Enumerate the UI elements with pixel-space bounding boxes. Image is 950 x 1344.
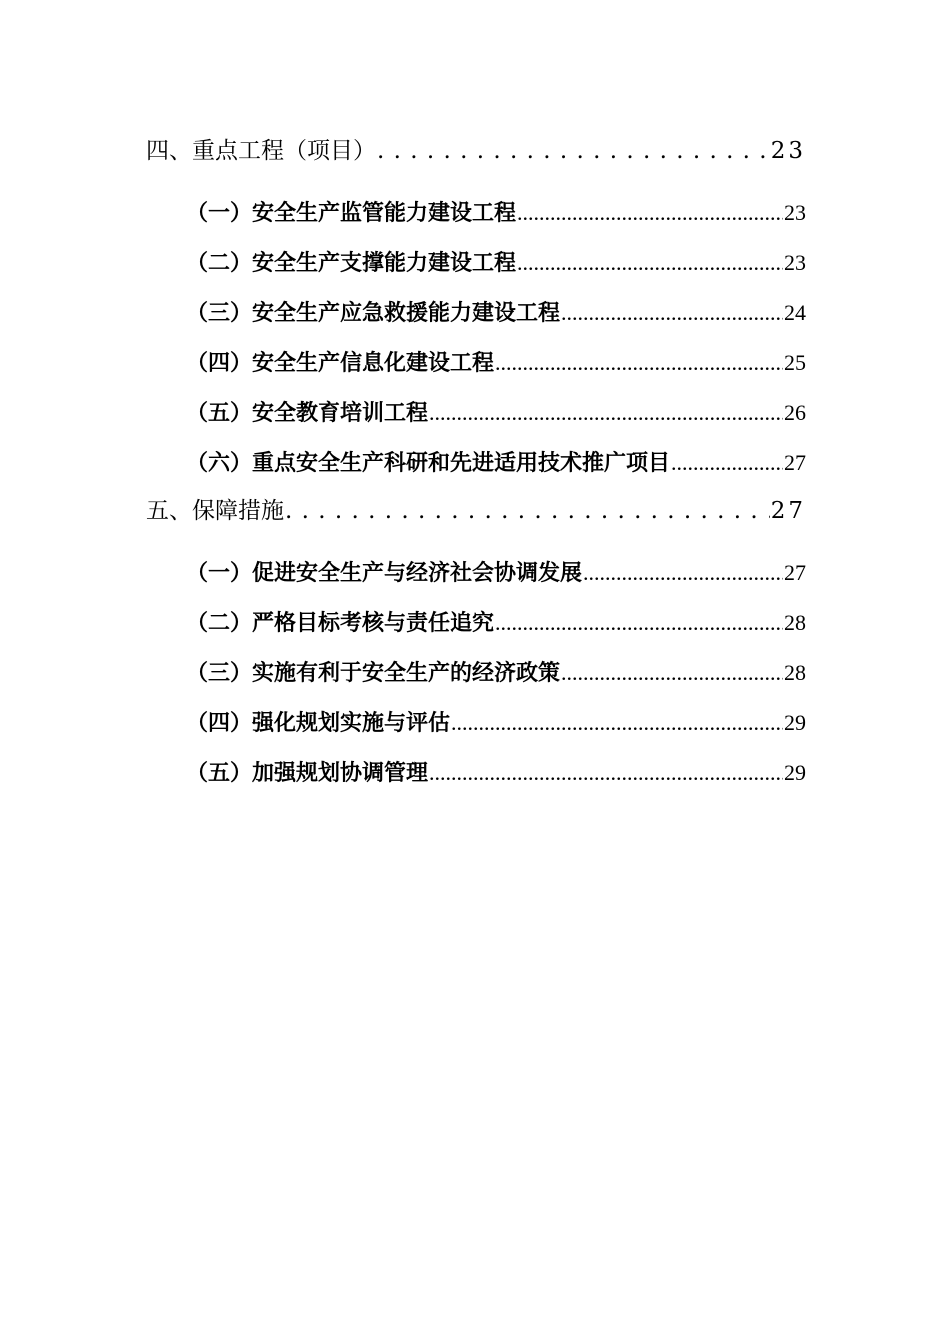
- toc-item-title: （三）安全生产应急救援能力建设工程: [186, 301, 561, 326]
- toc-dot-leader: [517, 188, 783, 238]
- toc-item[interactable]: [146, 548, 806, 598]
- toc-item-title: （二）安全生产支撑能力建设工程: [186, 251, 517, 276]
- toc-page-number: 29: [784, 710, 806, 735]
- toc-dot-leader: [561, 288, 783, 338]
- toc-dot-leader: [377, 128, 770, 174]
- toc-page-number: 27: [784, 560, 806, 585]
- toc-item-title: （四）安全生产信息化建设工程: [186, 351, 495, 376]
- toc-item-title: （五）安全教育培训工程: [186, 401, 429, 426]
- toc-section-title: 五、保障措施: [146, 498, 284, 524]
- toc-dot-leader: [285, 488, 770, 534]
- toc-dot-leader: [429, 748, 783, 798]
- table-of-contents: [146, 128, 806, 798]
- toc-dot-leader: [495, 338, 783, 388]
- toc-section-4[interactable]: [146, 128, 806, 174]
- toc-dot-leader: [517, 238, 783, 288]
- toc-item[interactable]: [146, 438, 806, 488]
- toc-page-number: 25: [784, 350, 806, 375]
- toc-section-5[interactable]: [146, 488, 806, 534]
- toc-page-number: 23: [784, 200, 806, 225]
- toc-item-title: （六）重点安全生产科研和先进适用技术推广项目: [186, 451, 671, 476]
- toc-dot-leader: [583, 548, 783, 598]
- toc-item-title: （二）严格目标考核与责任追究: [186, 611, 495, 636]
- toc-item[interactable]: [146, 338, 806, 388]
- toc-page-number: 24: [784, 300, 806, 325]
- toc-page-number: 23: [784, 250, 806, 275]
- toc-item-title: （五）加强规划协调管理: [186, 761, 429, 786]
- toc-dot-leader: [671, 438, 783, 488]
- toc-item[interactable]: [146, 598, 806, 648]
- toc-page-number: 23: [770, 138, 806, 164]
- toc-item-title: （四）强化规划实施与评估: [186, 711, 451, 736]
- toc-item-title: （三）实施有利于安全生产的经济政策: [186, 661, 561, 686]
- toc-page-number: 27: [770, 498, 806, 524]
- toc-page-number: 29: [784, 760, 806, 785]
- toc-item-title: （一）促进安全生产与经济社会协调发展: [186, 561, 583, 586]
- toc-item[interactable]: [146, 388, 806, 438]
- toc-page-number: 27: [784, 450, 806, 475]
- toc-item[interactable]: [146, 748, 806, 798]
- toc-item[interactable]: [146, 288, 806, 338]
- toc-page-number: 28: [784, 610, 806, 635]
- toc-item-title: （一）安全生产监管能力建设工程: [186, 201, 517, 226]
- toc-item[interactable]: [146, 698, 806, 748]
- toc-dot-leader: [561, 648, 783, 698]
- toc-page-number: 28: [784, 660, 806, 685]
- toc-item[interactable]: [146, 648, 806, 698]
- toc-dot-leader: [495, 598, 783, 648]
- toc-dot-leader: [451, 698, 783, 748]
- toc-section-title: 四、重点工程（项目）: [146, 138, 376, 164]
- toc-item[interactable]: [146, 188, 806, 238]
- toc-page-number: 26: [784, 400, 806, 425]
- toc-item[interactable]: [146, 238, 806, 288]
- toc-dot-leader: [429, 388, 783, 438]
